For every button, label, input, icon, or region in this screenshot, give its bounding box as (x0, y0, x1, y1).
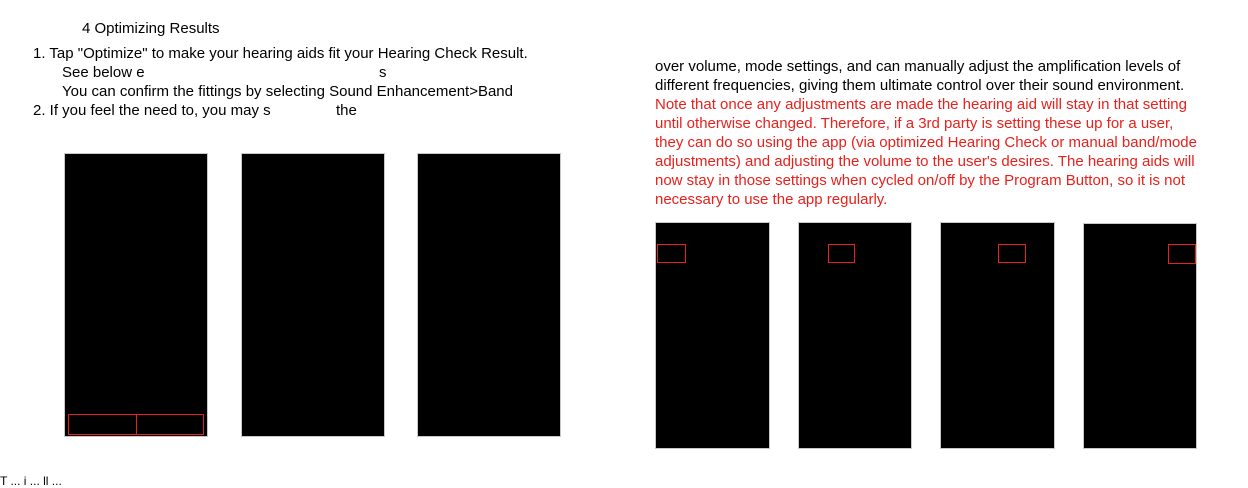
note-line-2: until otherwise changed. Therefore, if a 3rd party is setting these up for a user, (655, 115, 1174, 132)
step-1-line-1: 1. Tap "Optimize" to make your hearing aids fit your Hearing Check Result. (33, 45, 528, 62)
app-screenshot-7 (1083, 223, 1197, 449)
note-line-4: adjustments) and adjusting the volume to the user's desires. The hearing aids will (655, 153, 1195, 170)
step-1-line-2b: s (379, 64, 387, 81)
highlight-box-top-left (657, 244, 686, 263)
note-line-5: now stay in those settings when cycled on/off by the Program Button, so it is not (655, 172, 1186, 189)
step-1-line-3: You can confirm the fittings by selecting Sound Enhancement>Band (62, 83, 513, 100)
highlight-box-top-right-b (1168, 244, 1196, 264)
paragraph-line-1: over volume, mode settings, and can manually adjust the amplification levels of (655, 58, 1181, 75)
step-1-line-2a: See below e (62, 64, 145, 81)
app-screenshot-3 (417, 153, 561, 437)
step-2-line-b: the (336, 102, 357, 119)
app-screenshot-4 (655, 222, 770, 449)
app-screenshot-1 (64, 153, 208, 437)
highlight-box-optimize-left (68, 414, 137, 435)
app-screenshot-6 (940, 222, 1055, 449)
app-screenshot-5 (798, 222, 912, 449)
note-line-1: Note that once any adjustments are made the hearing aid will stay in that setting (655, 96, 1187, 113)
section-heading: 4 Optimizing Results (82, 20, 220, 37)
note-line-3: they can do so using the app (via optimized Hearing Check or manual band/mode (655, 134, 1197, 151)
footer-fragment: T ... i ... ll ... (0, 474, 62, 488)
highlight-box-optimize-right (136, 414, 204, 435)
app-screenshot-2 (241, 153, 385, 437)
paragraph-line-2: different frequencies, giving them ultimate control over their sound environment. (655, 77, 1185, 94)
note-line-6: necessary to use the app regularly. (655, 191, 888, 208)
highlight-box-top-right-a (998, 244, 1026, 263)
step-2-line-a: 2. If you feel the need to, you may s (33, 102, 271, 119)
highlight-box-top-center (828, 244, 855, 263)
